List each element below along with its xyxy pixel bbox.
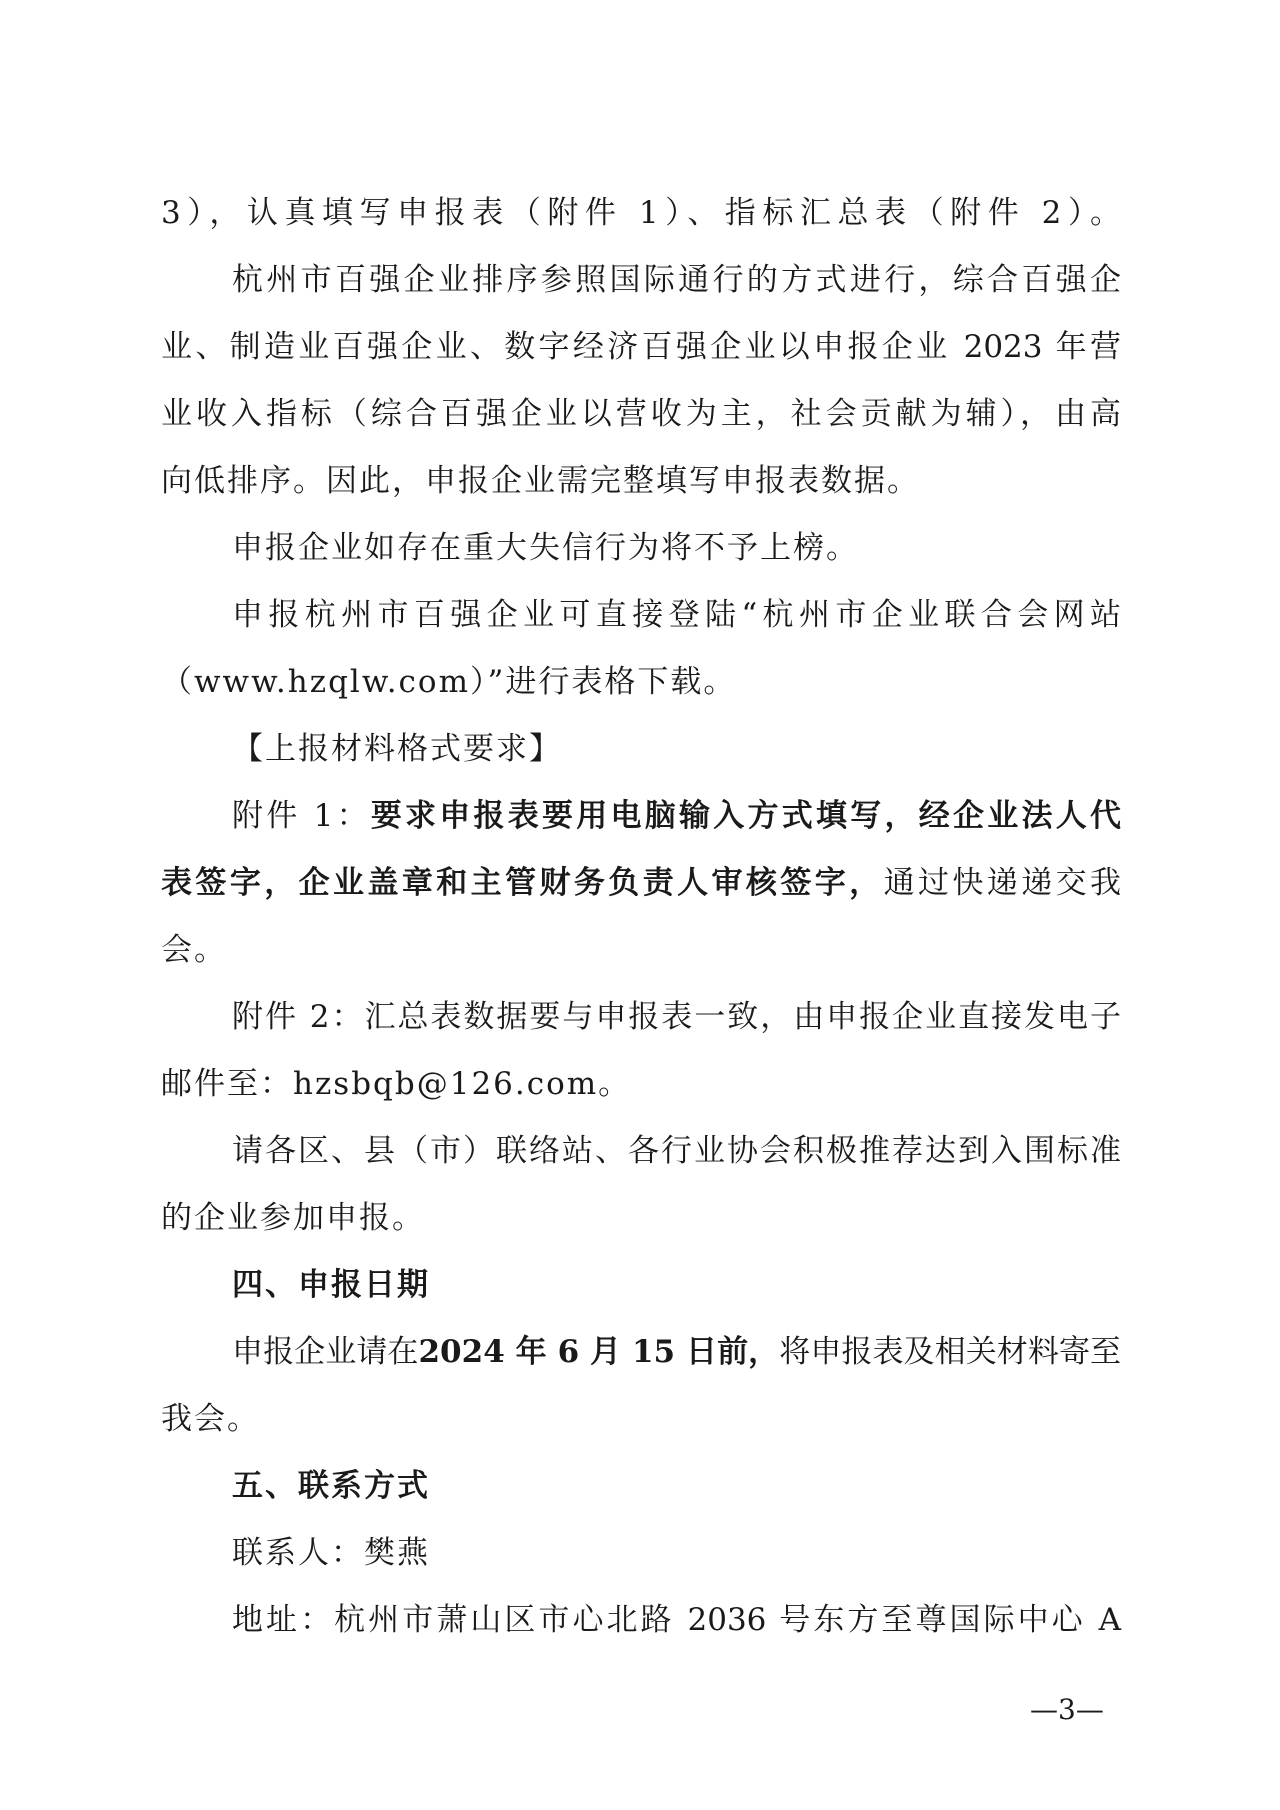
bold-requirement: 要求申报表要用电脑输入方式填写，经企业法人代 xyxy=(370,798,1121,834)
body-line: 申报企业如存在重大失信行为将不予上榜。 xyxy=(232,530,859,566)
contact-address: 地址：杭州市萧山区市心北路 2036 号东方至尊国际中心 A xyxy=(232,1602,1121,1638)
body-line xyxy=(161,865,1121,901)
body-line: 我会。 xyxy=(161,1401,260,1437)
contact-person: 联系人：樊燕 xyxy=(232,1535,430,1571)
body-line: 附件 2：汇总表数据要与申报表一致，由申报企业直接发电子 xyxy=(232,999,1121,1035)
body-line: 请各区、县（市）联络站、各行业协会积极推荐达到入围标准 xyxy=(232,1133,1121,1169)
body-line: 向低排序。因此，申报企业需完整填写申报表数据。 xyxy=(161,463,920,499)
body-text: 将申报表及相关材料寄至 xyxy=(779,1334,1122,1370)
deadline-line xyxy=(232,1334,1121,1370)
body-line: 业、制造业百强企业、数字经济百强企业以申报企业 2023 年营 xyxy=(161,329,1121,365)
section-heading-5: 五、联系方式 xyxy=(232,1468,430,1504)
body-text: 通过快递递交我 xyxy=(883,865,1122,901)
body-line: （www.hzqlw.com）”进行表格下载。 xyxy=(161,664,737,700)
deadline-date: 2024 年 6 月 15 日前， xyxy=(418,1334,780,1370)
body-line xyxy=(232,798,1121,834)
body-line: 申报杭州市百强企业可直接登陆“杭州市企业联合会网站 xyxy=(232,597,1121,633)
attachment-label: 附件 1： xyxy=(232,798,371,834)
body-line: 会。 xyxy=(161,932,227,968)
section-subheading: 【上报材料格式要求】 xyxy=(232,731,562,767)
section-heading-4: 四、申报日期 xyxy=(232,1267,430,1303)
body-line: 业收入指标（综合百强企业以营收为主，社会贡献为辅），由高 xyxy=(161,396,1121,432)
page-number: —3— xyxy=(1030,1693,1104,1726)
body-line: 3），认真填写申报表（附件 1）、指标汇总表（附件 2）。 xyxy=(161,195,1121,231)
body-line: 的企业参加申报。 xyxy=(161,1200,425,1236)
body-line: 杭州市百强企业排序参照国际通行的方式进行，综合百强企 xyxy=(232,262,1121,298)
body-text: 申报企业请在 xyxy=(232,1334,419,1370)
bold-requirement: 表签字，企业盖章和主管财务负责人审核签字， xyxy=(161,865,884,901)
email-line: 邮件至：hzsbqb@126.com。 xyxy=(161,1066,632,1102)
